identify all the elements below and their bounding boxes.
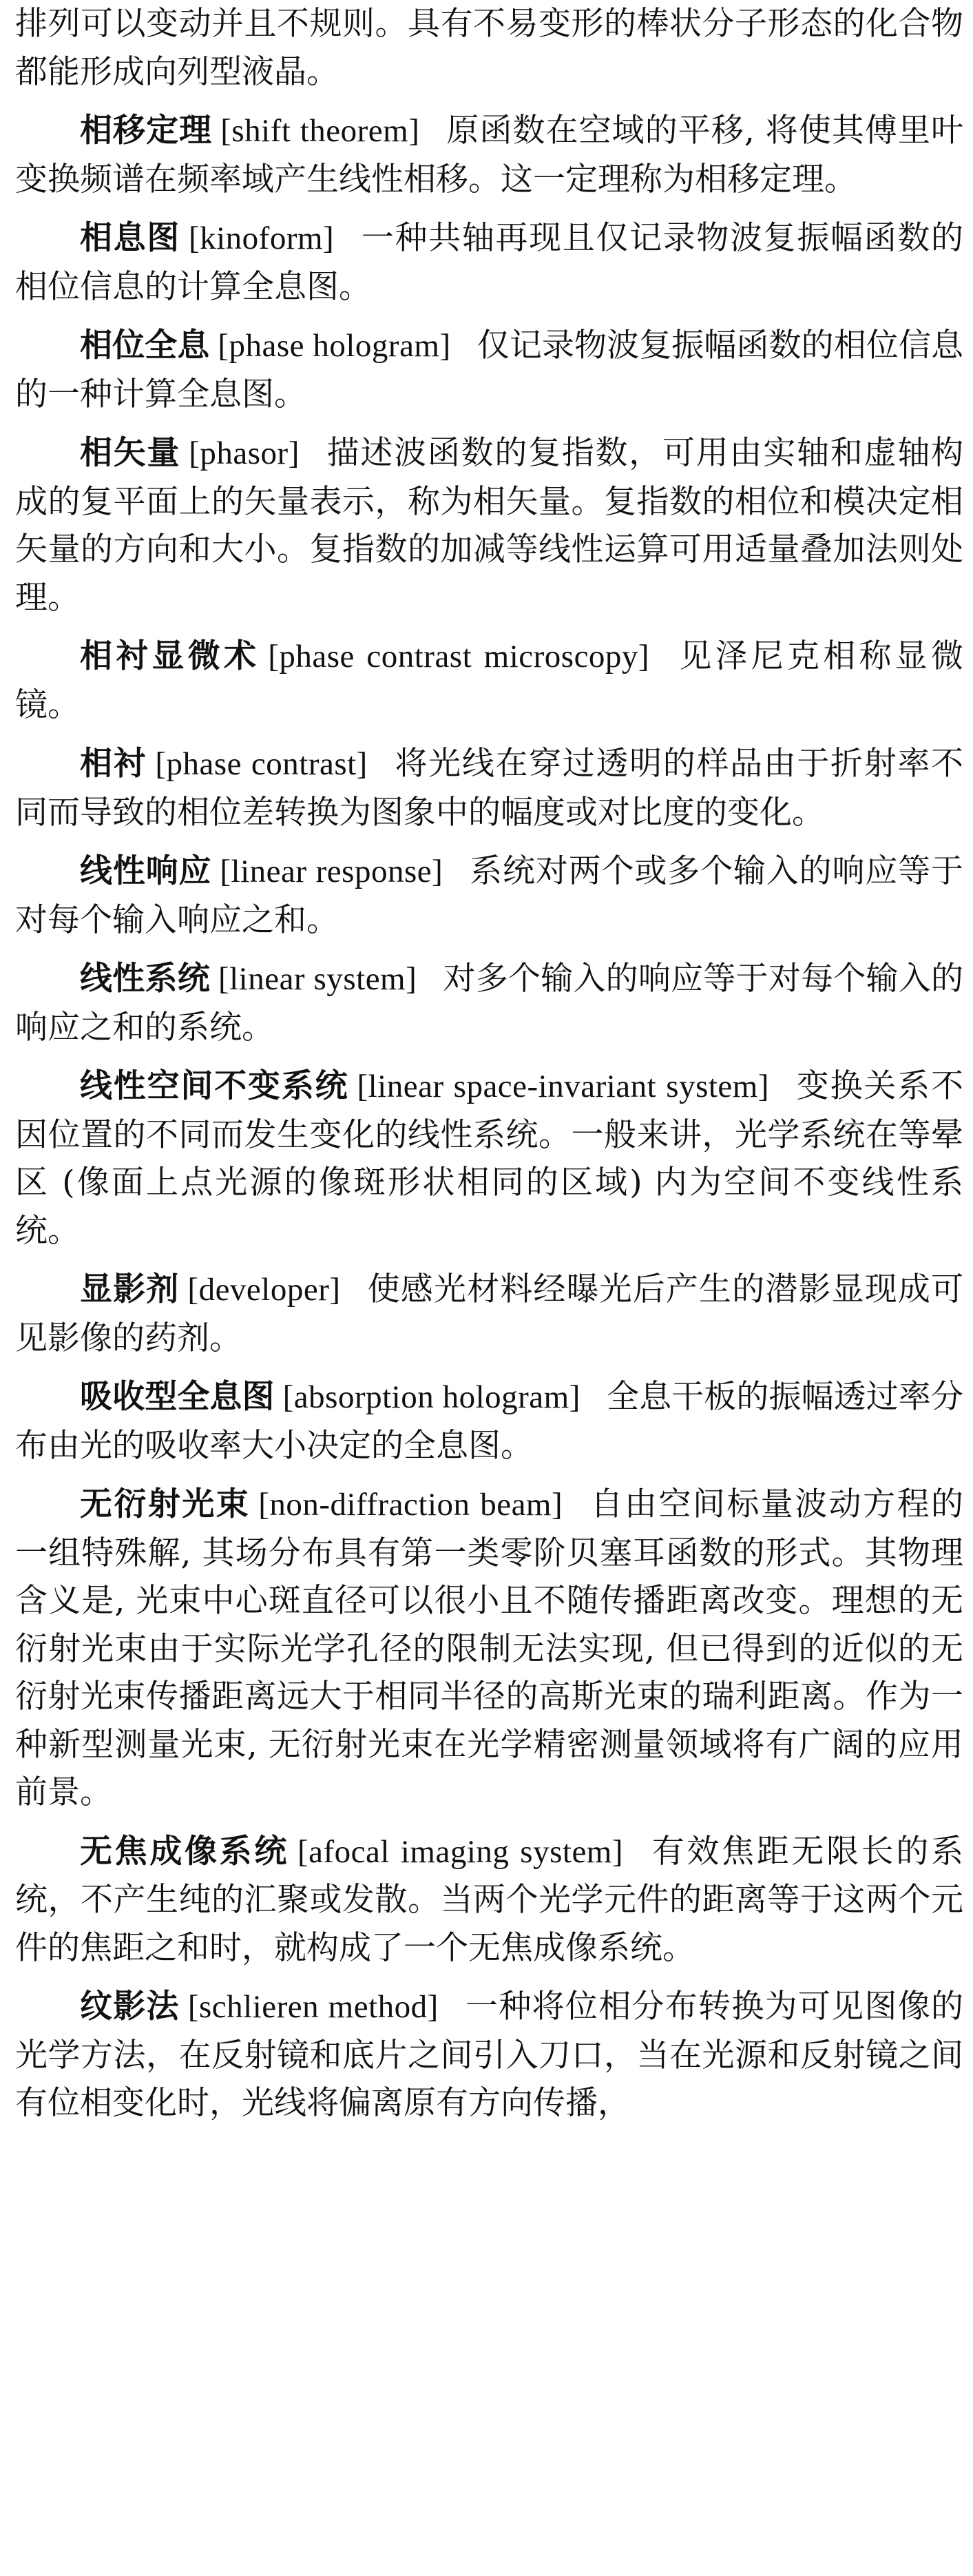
entry-english-term: [non-diffraction beam]	[258, 1487, 563, 1523]
entry-definition: 自由空间标量波动方程的一组特殊解, 其场分布具有第一类零阶贝塞耳函数的形式。其物理含义是, 光束中心斑直径可以很小且不随传播距离改变。理想的无衍射光束由于实际光学孔径的限制无法实现, 但已得到的近似的无衍射光束传播距离远大于相同半径的高斯光束的瑞利距离。作为一种新型测量光束, 无衍射光束在光学精密测量领域将有广阔的应用前景。	[15, 1485, 964, 1811]
glossary-entry	[15, 322, 963, 429]
entry-term: 线性系统	[80, 960, 210, 998]
glossary-entry	[15, 1828, 963, 1983]
entry-english-term: [developer]	[187, 1272, 341, 1308]
entry-term: 相息图	[80, 219, 180, 257]
entry-term: 相衬	[80, 745, 147, 783]
entry-term: 相衬显微术	[80, 637, 260, 675]
glossary-entry	[15, 214, 963, 322]
glossary-entry	[15, 632, 963, 740]
continuation-paragraph: 排列可以变动并且不规则。具有不易变形的棒状分子形态的化合物都能形成向列型液晶。	[15, 5, 963, 91]
entry-definition: 一种共轴再现且仅记录物波复振幅函数的相位信息的计算全息图。	[15, 219, 964, 306]
entry-english-term: [phase contrast]	[155, 746, 368, 782]
entry-english-term: [phase contrast microscopy]	[268, 639, 650, 674]
entry-definition: 全息干板的振幅透过率分布由光的吸收率大小决定的全息图。	[15, 1378, 964, 1465]
entry-definition: 变换关系不因位置的不同而发生变化的线性系统。一般来讲，光学系统在等晕区 (像面上点光源的像斑形状相同的区域) 内为空间不变线性系统。	[15, 1067, 964, 1250]
entry-term: 相移定理	[80, 112, 213, 150]
glossary-entry	[15, 740, 963, 847]
glossary-entry	[15, 955, 963, 1062]
entry-definition: 原函数在空域的平移, 将使其傅里叶变换频谱在频率域产生线性相移。这一定理称为相移定理。	[15, 112, 964, 198]
glossary-entry	[15, 847, 963, 955]
entry-term: 无焦成像系统	[80, 1832, 289, 1871]
entry-english-term: [absorption hologram]	[282, 1379, 580, 1415]
entry-english-term: [linear response]	[220, 854, 443, 889]
entry-definition: 描述波函数的复指数，可用由实轴和虚轴构成的复平面上的矢量表示，称为相矢量。复指数的相位和模决定相矢量的方向和大小。复指数的加减等线性运算可用适量叠加法则处理。	[15, 434, 964, 617]
entry-term: 相位全息	[80, 327, 210, 364]
entry-english-term: [phasor]	[189, 435, 300, 471]
entry-definition: 见泽尼克相称显微镜。	[15, 637, 964, 724]
entry-term: 线性响应	[80, 852, 212, 890]
entry-definition: 对多个输入的响应等于对每个输入的响应之和的系统。	[15, 960, 964, 1047]
glossary-entry	[15, 1373, 963, 1481]
entry-english-term: [linear system]	[218, 961, 417, 997]
entry-english-term: [kinoform]	[188, 220, 335, 256]
entry-definition: 使感光材料经曝光后产生的潜影显现成可见影像的药剂。	[15, 1270, 964, 1357]
entry-term: 纹影法	[80, 1988, 180, 2026]
glossary-entry	[15, 107, 963, 214]
entry-english-term: [afocal imaging system]	[297, 1833, 624, 1870]
entry-definition: 将光线在穿过透明的样品由于折射率不同而导致的相位差转换为图象中的幅度或对比度的变化。	[15, 745, 964, 832]
entry-english-term: [shift theorem]	[220, 113, 420, 149]
glossary-entry	[15, 1481, 963, 1828]
entry-term: 显影剂	[80, 1270, 180, 1308]
glossary-entry	[15, 1983, 963, 2139]
entry-english-term: [linear space-invariant system]	[357, 1069, 769, 1104]
entry-definition: 系统对两个或多个输入的响应等于对每个输入响应之和。	[15, 852, 964, 939]
glossary-entry	[15, 1062, 963, 1266]
entry-definition: 有效焦距无限长的系统，不产生纯的汇聚或发散。当两个光学元件的距离等于这两个元件的焦距之和时，就构成了一个无焦成像系统。	[15, 1832, 964, 1967]
glossary-entry	[15, 429, 963, 632]
entry-list	[15, 107, 963, 2139]
entry-term: 相矢量	[80, 434, 181, 472]
entry-term: 无衍射光束	[80, 1485, 251, 1523]
entry-english-term: [schlieren method]	[187, 1989, 439, 2025]
entry-definition: 一种将位相分布转换为可见图像的光学方法，在反射镜和底片之间引入刀口，当在光源和反射镜之间有位相变化时，光线将偏离原有方向传播，	[15, 1988, 964, 2122]
entry-definition: 仅记录物波复振幅函数的相位信息的一种计算全息图。	[15, 327, 964, 413]
entry-english-term: [phase hologram]	[218, 328, 451, 364]
glossary-entry	[15, 1266, 963, 1373]
entry-term: 线性空间不变系统	[80, 1067, 349, 1105]
entry-term: 吸收型全息图	[80, 1378, 275, 1416]
